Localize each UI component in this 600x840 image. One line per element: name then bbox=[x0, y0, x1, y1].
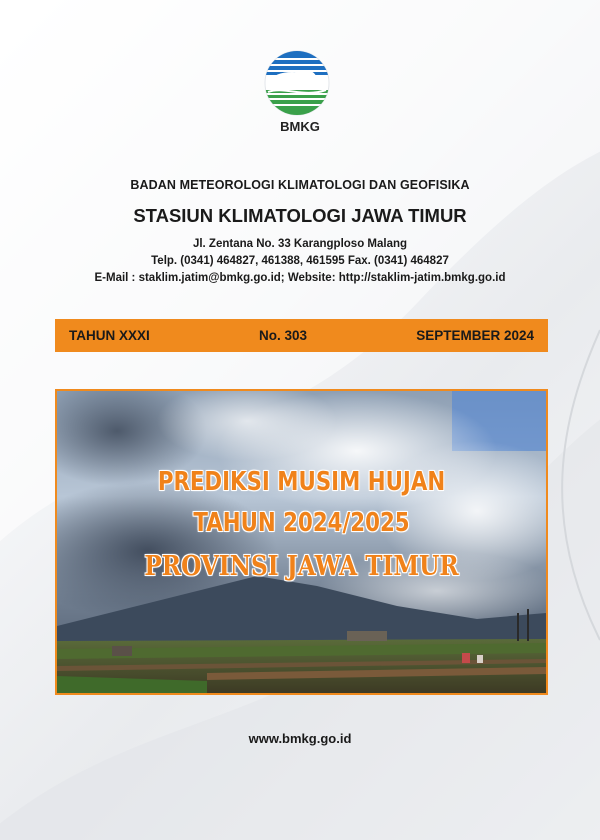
contact-line: E-Mail : staklim.jatim@bmkg.go.id; Website: http://staklim-jatim.bmkg.go.id bbox=[94, 272, 506, 284]
station-name: STASIUN KLIMATOLOGI JAWA TIMUR bbox=[133, 205, 467, 226]
footer-website[interactable]: www.bmkg.go.id bbox=[248, 731, 352, 746]
landscape-photo bbox=[57, 391, 546, 693]
issue-band bbox=[55, 319, 548, 352]
address-line: Jl. Zentana No. 33 Karangploso Malang bbox=[192, 238, 408, 250]
issue-year: TAHUN XXXI bbox=[69, 328, 150, 343]
cover-title-line3: PROVINSI JAWA TIMUR bbox=[144, 551, 459, 582]
phone-line: Telp. (0341) 464827, 461388, 461595 Fax. (0341) 464827 bbox=[151, 255, 449, 267]
issue-date: SEPTEMBER 2024 bbox=[416, 328, 534, 343]
bmkg-logo-icon bbox=[264, 50, 330, 116]
cover-title-line2: TAHUN 2024/2025 bbox=[193, 508, 410, 538]
agency-name: BADAN METEOROLOGI KLIMATOLOGI DAN GEOFISIKA bbox=[130, 178, 470, 192]
issue-number: No. 303 bbox=[258, 328, 307, 343]
cover-title-line1: PREDIKSI MUSIM HUJAN bbox=[157, 467, 446, 497]
logo-text: BMKG bbox=[280, 119, 320, 134]
cover-photo-frame bbox=[55, 389, 548, 695]
